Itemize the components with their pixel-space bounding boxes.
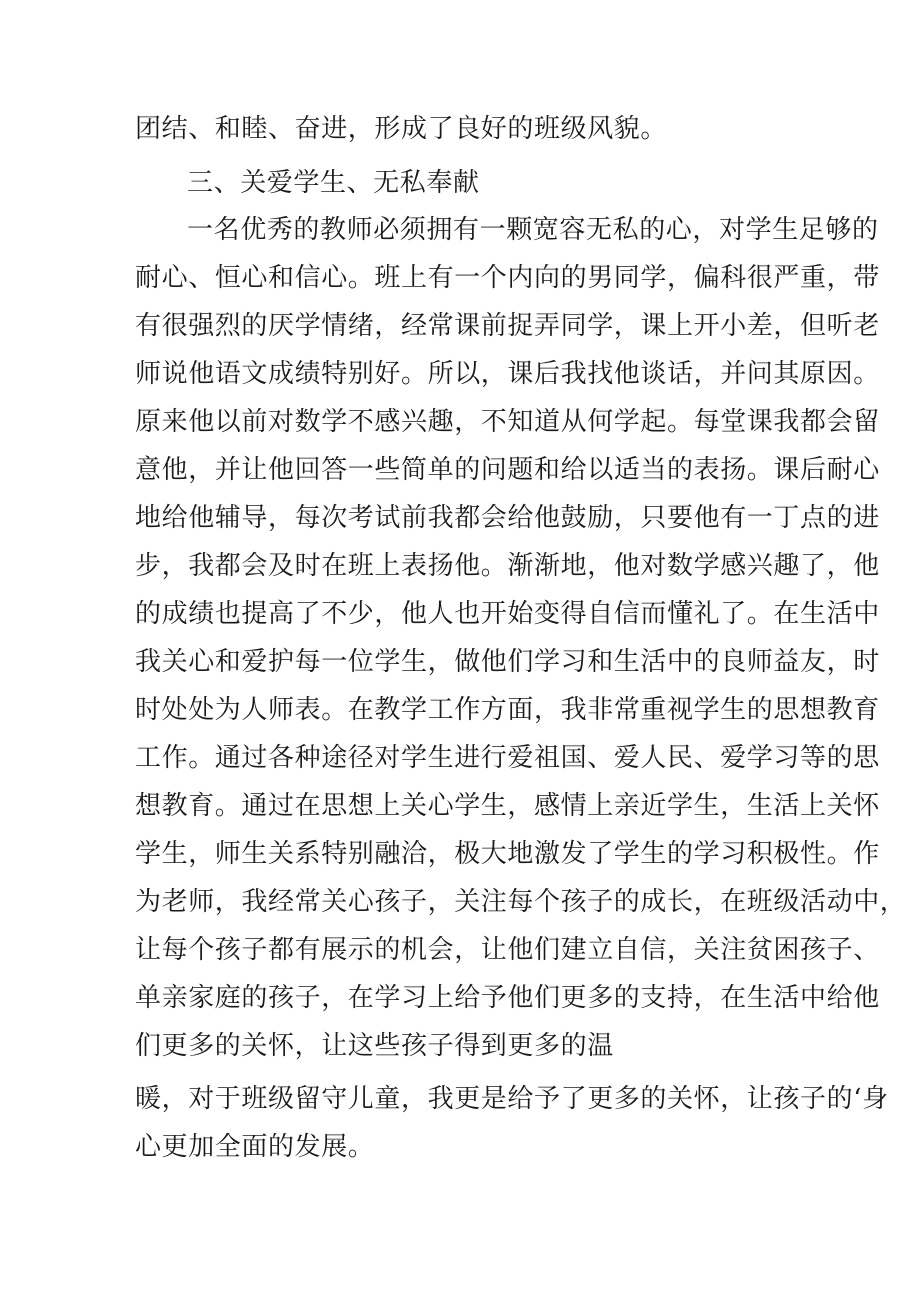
paragraph-line: 工作。通过各种途径对学生进行爱祖国、爱人民、爱学习等的思 [135, 743, 880, 773]
paragraph-line: 心更加全面的发展。 [135, 1132, 375, 1162]
paragraph-line: 暖，对于班级留守儿童，我更是给予了更多的关怀，让孩子的‘身 [135, 1084, 889, 1114]
paragraph-line: 为老师，我经常关心孩子，关注每个孩子的成长，在班级活动中， [135, 887, 907, 917]
paragraph-line: 时处处为人师表。在教学工作方面，我非常重视学生的思想教育 [135, 695, 880, 725]
paragraph-line: 地给他辅导，每次考试前我都会给他鼓励，只要他有一丁点的进 [135, 503, 880, 533]
section-heading: 三、关爱学生、无私奉献 [187, 168, 480, 198]
paragraph-line: 想教育。通过在思想上关心学生，感情上亲近学生，生活上关怀 [135, 791, 880, 821]
paragraph-line: 意他，并让他回答一些简单的问题和给以适当的表扬。课后耐心 [135, 455, 880, 485]
paragraph-line: 单亲家庭的孩子，在学习上给予他们更多的支持，在生活中给他 [135, 983, 880, 1013]
paragraph-line: 耐心、恒心和信心。班上有一个内向的男同学，偏科很严重，带 [135, 263, 880, 293]
paragraph-line: 让每个孩子都有展示的机会，让他们建立自信，关注贫困孩子、 [135, 935, 880, 965]
paragraph-line: 原来他以前对数学不感兴趣，不知道从何学起。每堂课我都会留 [135, 407, 880, 437]
paragraph-line: 们更多的关怀，让这些孩子得到更多的温 [135, 1031, 614, 1061]
paragraph-line: 师说他语文成绩特别好。所以，课后我找他谈话，并问其原因。 [135, 359, 880, 389]
paragraph-line: 我关心和爱护每一位学生，做他们学习和生活中的良师益友，时 [135, 647, 880, 677]
paragraph-line: 的成绩也提高了不少，他人也开始变得自信而懂礼了。在生活中 [135, 599, 880, 629]
paragraph-line: 学生，师生关系特别融洽，极大地激发了学生的学习积极性。作 [135, 839, 880, 869]
text-line-continuation: 团结、和睦、奋进，形成了良好的班级风貌。 [135, 114, 668, 144]
paragraph-line: 步，我都会及时在班上表扬他。渐渐地，他对数学感兴趣了，他 [135, 551, 880, 581]
paragraph-line: 一名优秀的教师必须拥有一颗宽容无私的心，对学生足够的 [187, 215, 879, 245]
paragraph-line: 有很强烈的厌学情绪，经常课前捉弄同学，课上开小差，但听老 [135, 311, 880, 341]
